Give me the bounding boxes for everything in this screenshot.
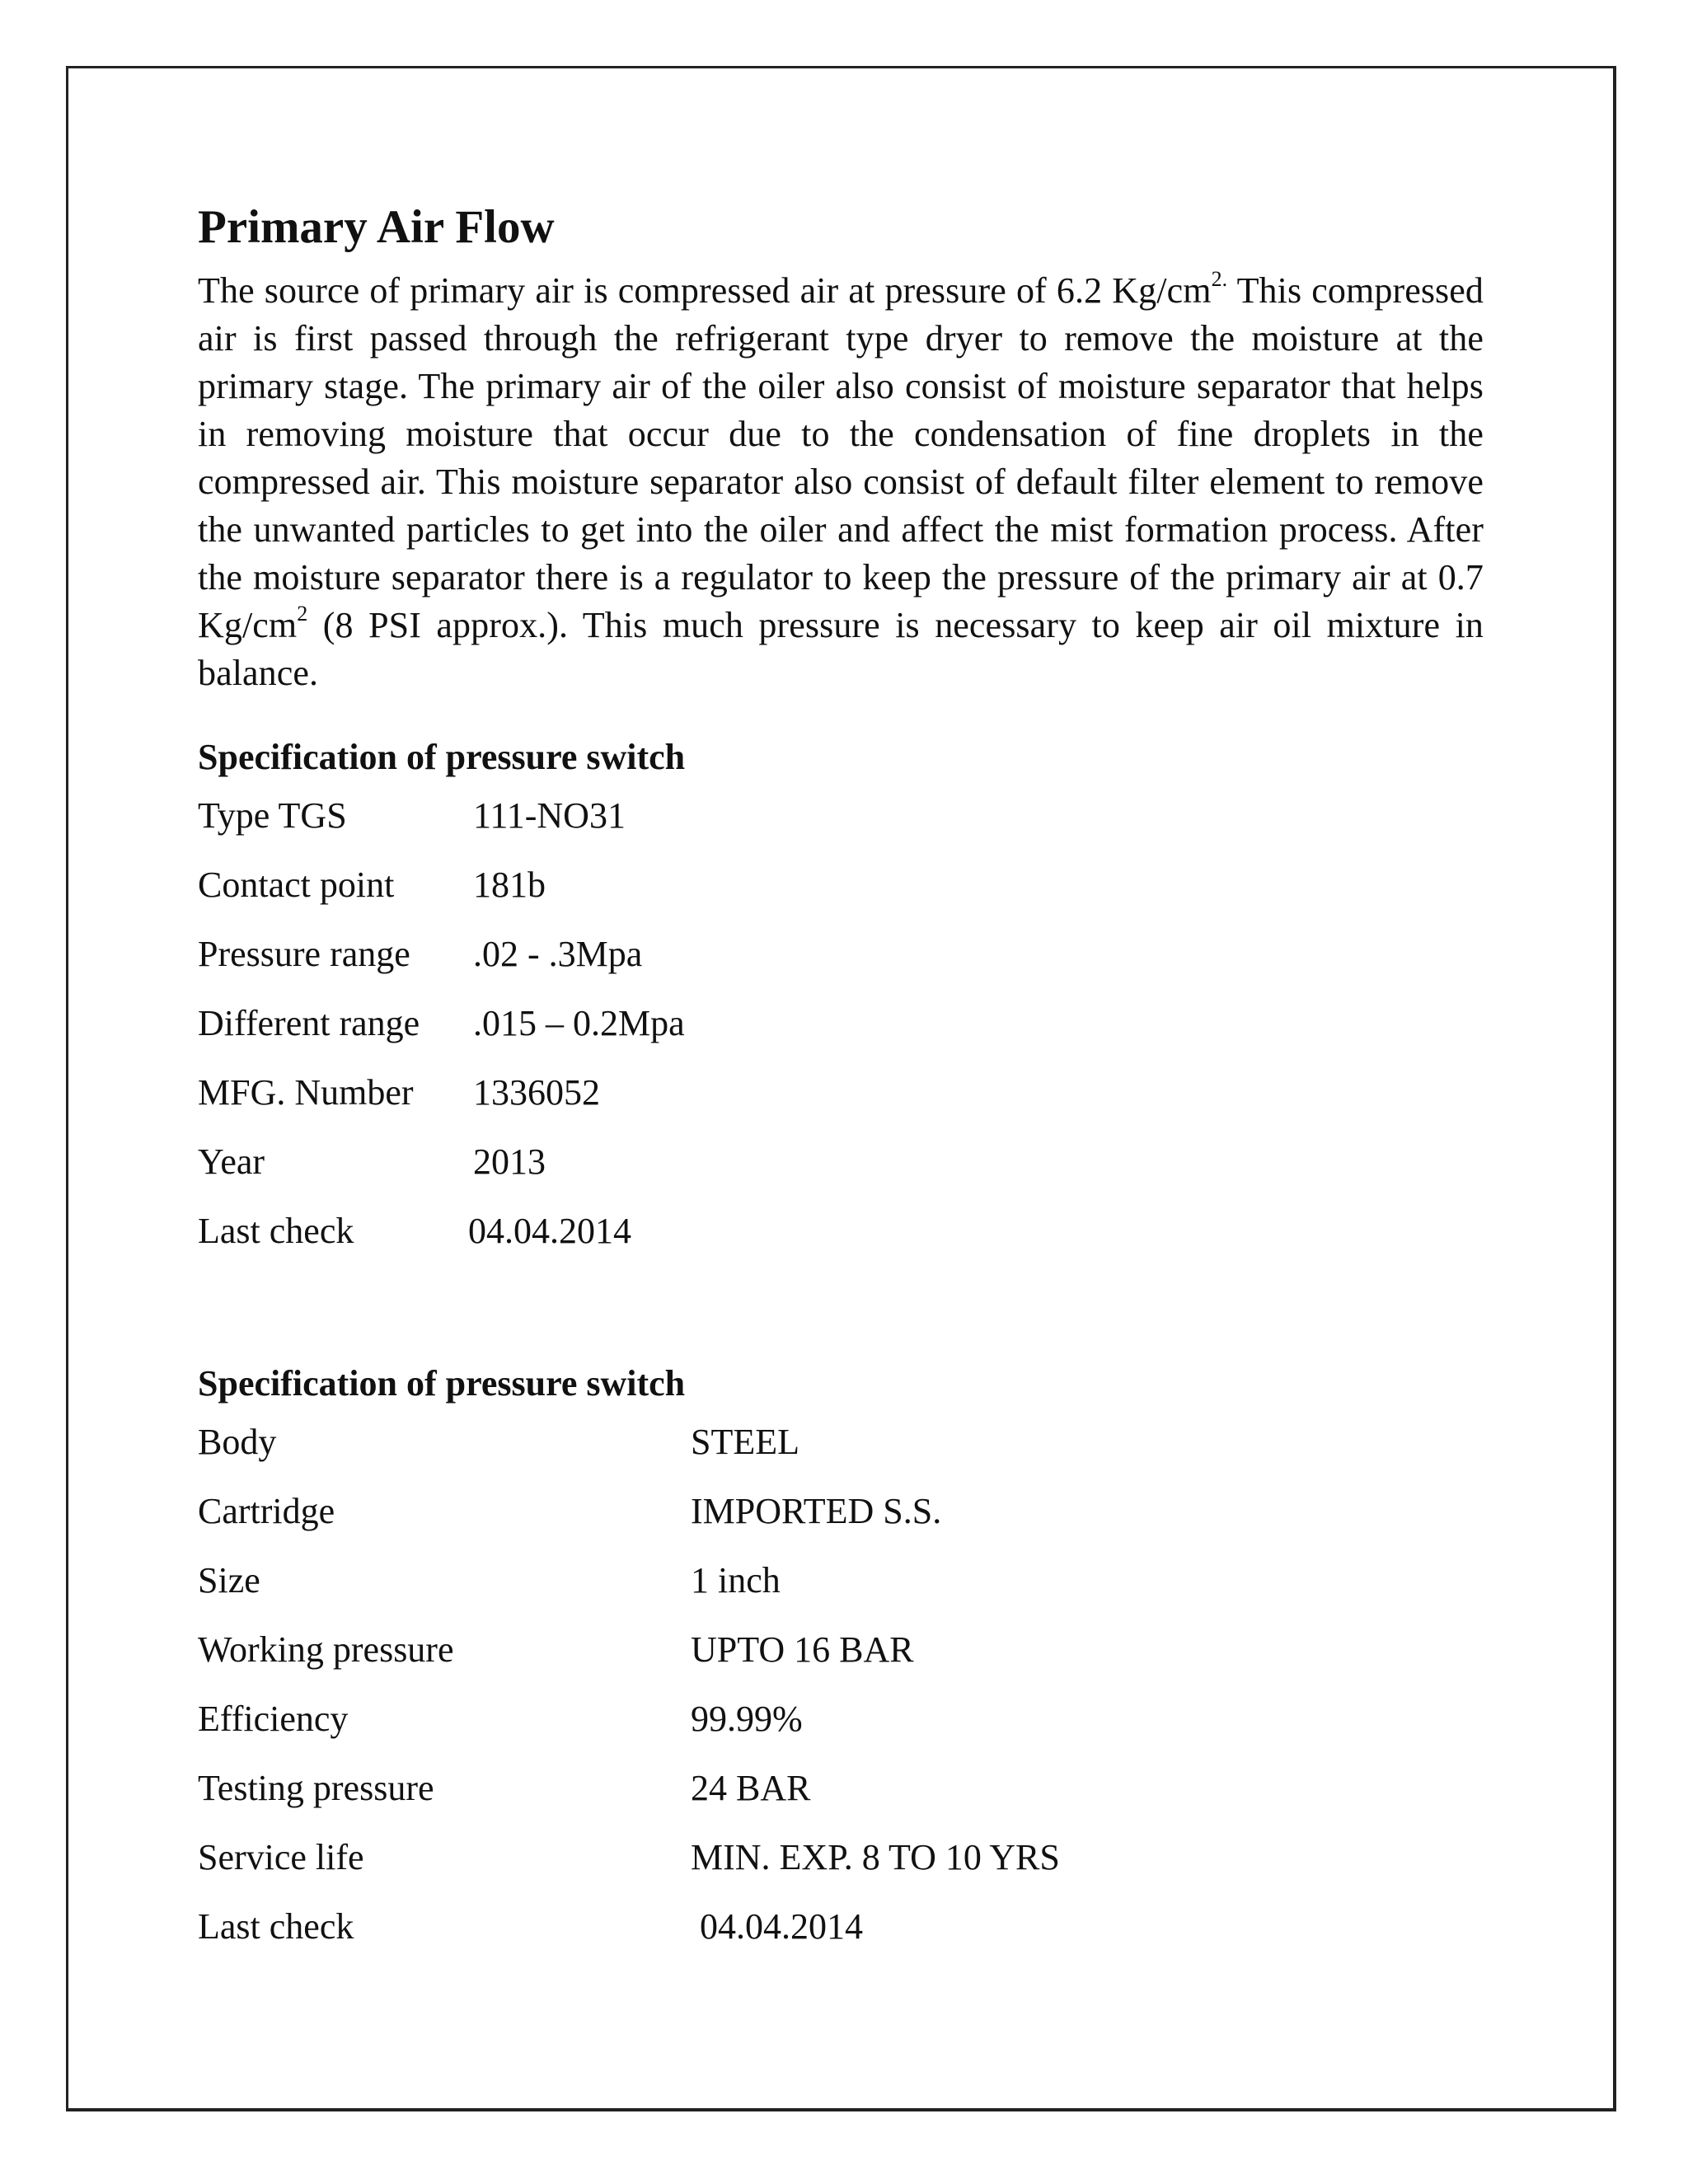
spec-label: Service life xyxy=(198,1837,364,1877)
paragraph-text-3: (8 PSI approx.). This much pressure is necessary to keep air oil mixture in balance. xyxy=(198,605,1484,693)
spec-row xyxy=(198,1058,685,1127)
spec-label: Size xyxy=(198,1560,260,1601)
spec-row xyxy=(198,920,685,989)
spec-heading-2: Specification of pressure switch xyxy=(198,1363,686,1404)
spec-row xyxy=(198,1754,1060,1823)
spec-label: Type TGS xyxy=(198,795,347,836)
spec-row xyxy=(198,851,685,920)
spec-row xyxy=(198,1127,685,1197)
paragraph-text-1: The source of primary air is compressed air at pressure of 6.2 Kg/cm xyxy=(198,270,1212,311)
spec-value: IMPORTED S.S. xyxy=(691,1491,942,1531)
spec-row xyxy=(198,1197,685,1266)
body-paragraph xyxy=(198,267,1484,697)
document-content xyxy=(198,194,1484,1947)
spec-row xyxy=(198,1685,1060,1754)
spec-row xyxy=(198,1477,1060,1546)
spec-label: Cartridge xyxy=(198,1491,335,1531)
superscript-1: 2. xyxy=(1211,267,1228,292)
spec-row xyxy=(198,1408,1060,1477)
spec-label: Last check xyxy=(198,1906,354,1947)
spec-label: Year xyxy=(198,1141,265,1182)
spec-value: .015 – 0.2Mpa xyxy=(473,1003,685,1043)
spec-value: 181b xyxy=(473,865,546,905)
spec-value: 99.99% xyxy=(691,1699,803,1739)
superscript-2: 2 xyxy=(297,602,308,626)
spec-label: Body xyxy=(198,1422,277,1462)
spec-value: STEEL xyxy=(691,1422,799,1462)
spec-label: Working pressure xyxy=(198,1629,454,1670)
spec-value: 1 inch xyxy=(691,1560,781,1601)
spec-value: 1336052 xyxy=(473,1072,600,1113)
spec-label: Efficiency xyxy=(198,1699,349,1739)
spec-value: .02 - .3Mpa xyxy=(473,934,643,974)
spec-heading-1: Specification of pressure switch xyxy=(198,737,686,777)
spec-table-1 xyxy=(198,781,685,1266)
spec-label: Contact point xyxy=(198,865,395,905)
spec-value: MIN. EXP. 8 TO 10 YRS xyxy=(691,1837,1060,1877)
spec-row xyxy=(198,1615,1060,1685)
spec-row xyxy=(198,1823,1060,1892)
spec-row xyxy=(198,781,685,851)
spec-value: 04.04.2014 xyxy=(691,1906,863,1947)
spec-value: 2013 xyxy=(473,1141,546,1182)
spec-row xyxy=(198,1546,1060,1615)
spec-value: 111-NO31 xyxy=(473,795,626,836)
spec-label: Testing pressure xyxy=(198,1768,434,1808)
paragraph-text-2: This compressed air is first passed through the refrigerant type dryer to remove the moisture at the primary stage. The primary air of the oiler also consist of moisture separator that helps in removing moisture that occur due to the condensation of fine droplets in the compressed air. This moisture separator also consist of default filter element to remove the unwanted particles to get into the oiler and affect the mist formation process. After the moisture separator there is a regulator to keep the pressure of the primary air at 0.7 Kg/cm xyxy=(198,270,1484,645)
spec-label: MFG. Number xyxy=(198,1072,414,1113)
spec-label: Different range xyxy=(198,1003,420,1043)
spec-row xyxy=(198,989,685,1058)
spec-value: 04.04.2014 xyxy=(468,1211,631,1251)
spec-value: UPTO 16 BAR xyxy=(691,1629,914,1670)
spec-label: Last check xyxy=(198,1211,354,1251)
spec-row xyxy=(198,1892,1060,1961)
page-title: Primary Air Flow xyxy=(198,201,555,253)
spec-value: 24 BAR xyxy=(691,1768,811,1808)
spec-table-2 xyxy=(198,1408,1060,1961)
spec-label: Pressure range xyxy=(198,934,410,974)
